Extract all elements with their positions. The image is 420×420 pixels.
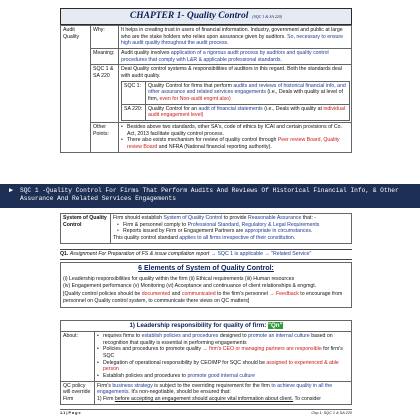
- leadership-table: [60, 320, 352, 405]
- about-item: • requires firms to establish policies and procedures designed to promote an internal culture based on recognition that quality is essential in performing engagements: [97, 333, 349, 346]
- about-item: • Delegation of operational responsibility by CEO/MP for SQC should be assigned to experienced & able person: [97, 360, 349, 373]
- system-item: • Firm & personnel comply to Professional Standard, Regulatory & Legal Requirements: [117, 222, 349, 229]
- meaning-label: Meaning:: [91, 48, 119, 64]
- other-point: • There also exists mechanism for review of quality control through Peer review Board, Quality review Board and NFRA (National financial reporting authority).: [121, 137, 349, 150]
- qc-policy-label: QC policy will override Firm: [61, 381, 95, 404]
- system-label: System of Quality Control: [61, 214, 111, 244]
- system-item: • Reports issued by Firm or Engagement Partners are appropriate in circumstances.: [117, 228, 349, 235]
- section-banner: [0, 184, 420, 208]
- sqc-sa-subtable: [121, 81, 350, 121]
- about-text: [95, 331, 352, 381]
- page-number: 1.1 | P a g e: [60, 411, 81, 415]
- page-footer: [60, 409, 352, 416]
- section-banner-text: SQC 1 -Quality Control For Firms That Perform Audits And Reviews Of Historical Financial Info, & Other Assurance And Related Services Engagements: [20, 187, 399, 202]
- q1-label: Q1.: [60, 251, 69, 257]
- six-elements-box: [60, 262, 352, 308]
- system-table: [60, 213, 352, 244]
- system-text: Firm should establish System of Quality Control to provide Reasonable Assurance that: - • Firm & personnel comply to Professional Standard, Regulatory & Legal Requirements • Reports issued by Firm or Engagement Partners are appropriate in circumstances. This quality control standard applies to all firms irrespective of their constitution.: [111, 214, 352, 244]
- why-label: Why:: [91, 26, 119, 49]
- chapter-title: CHAPTER 1- Quality Control: [129, 11, 249, 22]
- question-q1: Q1. Assignment For Preparation of FS & issue compilation report → SQC 1 is applicable → "Related Service": [60, 249, 352, 260]
- footer-reference: Chp 1: SQC 1 & SA 220: [311, 411, 352, 415]
- audit-quality-label: Audit Quality: [61, 26, 91, 153]
- sqc1-label: SQC 1:: [122, 81, 146, 104]
- meaning-text: Audit quality involves application of a rigorous audit process by auditors and quality control procedures that comply with L&R & applicable professional standards.: [119, 48, 352, 64]
- six-elements-line: (iv) Engagement performance (v) Monitoring (vi) Acceptance and continuance of client relationships & engmgt.: [63, 282, 317, 289]
- audit-quality-table: [60, 25, 352, 153]
- arrow-right-icon: ▶: [9, 187, 14, 195]
- audit-quality-section: [60, 8, 352, 153]
- sqc-sa-text: Deal Quality control systems & responsibilities of auditors in this regard. Both the standards deal with audit quality. SQC 1: Quality Control for firms that perform audits and reviews of historical financial info, and other assurance and related services engagements (i.e., Deals with quality at level of firm, even for Non-audit engmt also) SA 220: Quality Control for an audit of financial statements (i.e., Deals with quality at individual audit engagement level): [119, 65, 352, 123]
- six-elements-line: (i) Leadership responsibilities for quality within the firm (ii) Ethical requirements (iii) Human resources: [63, 275, 295, 282]
- system-of-quality-control: [60, 213, 352, 244]
- about-item: • Policies and procedures to promote quality → firm's CEO or managing partners are responsible for firm's SQC: [97, 346, 349, 359]
- sa220-label: SA 220:: [122, 104, 146, 120]
- leadership-section: [60, 320, 352, 405]
- six-elements-note: [Quality control policies should be documented and communicated to the firm's personnel → Feedback to encourage from personnel on Quality control system, to communicate there views on QC matters]: [63, 291, 343, 304]
- sa220-text: Quality Control for an audit of financial statements (i.e., Deals with quality at individual audit engagement level): [146, 104, 350, 120]
- about-item: • Establish policies and procedures to promote good internal culture: [97, 373, 349, 380]
- other-points-text: [119, 122, 352, 152]
- chapter-title-box: [60, 8, 352, 25]
- qc-policy-text: Firm's business strategy is subject to the overriding requirement for the firm to achieve quality in all the engagements. It's non-negotiable, should be ensured that: 1) Firm before accepting an engagement should acquire vital information about client. To consider: [95, 381, 352, 404]
- why-text: It helps in creating trust in users of financial information. Industry, government and public at large who are the stake holders who relies upon assurance given by auditors. So, necessary to ensure high audit quality throughout the audit process.: [119, 26, 352, 49]
- leadership-title: 1) Leadership responsibility for quality of firm: "Qn": [61, 321, 352, 332]
- six-elements-title: 6 Elements of System of Quality Control:: [138, 265, 274, 272]
- sqc1-text: Quality Control for firms that perform audits and reviews of historical financial info, and other assurance and related services engagements (i.e., Deals with quality at level of firm, even for Non-audit engmt also): [146, 81, 350, 104]
- other-points-label: Other Points:: [91, 122, 119, 152]
- sqc-sa-label: SQC 1 & SA 220: [91, 65, 119, 123]
- chapter-reference: (SQC 1 & SA 220): [252, 13, 283, 19]
- about-label: About:: [61, 331, 95, 381]
- other-point: • Besides above two standards, other SA's, code of ethics by ICAI and certain provisions of Co. Act, 2013 facilitate quality control process.: [121, 124, 349, 137]
